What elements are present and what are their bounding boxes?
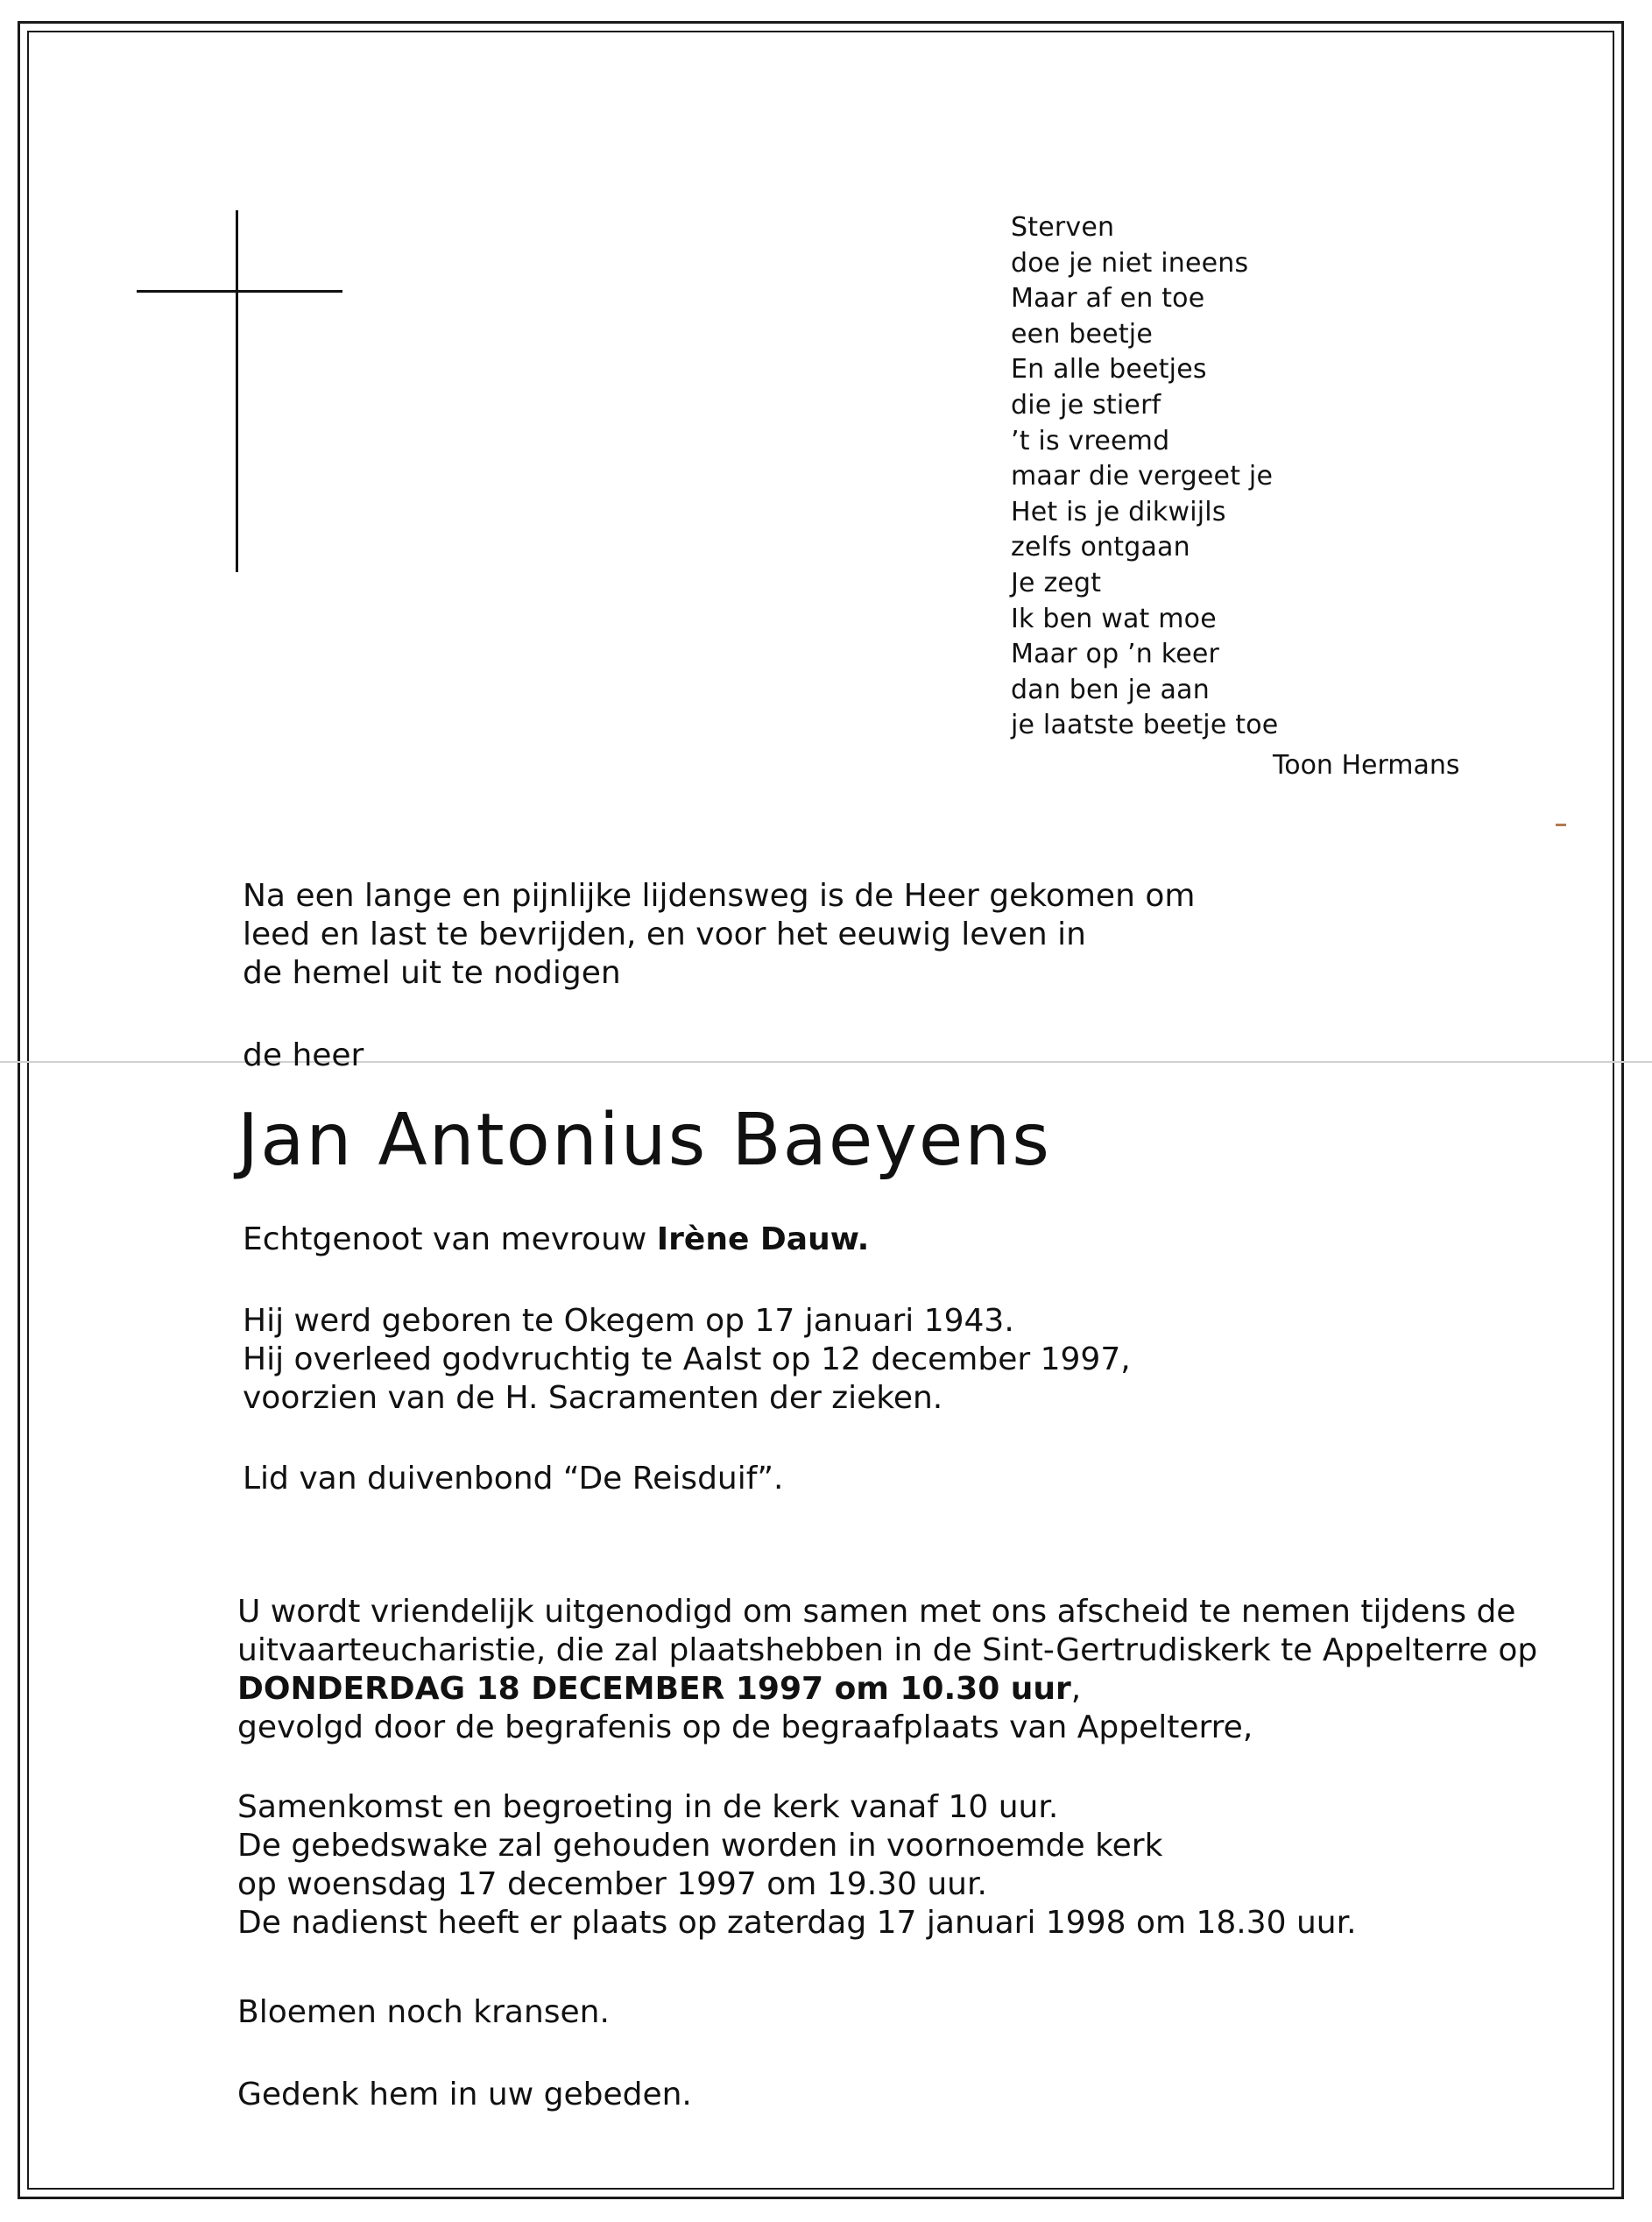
poem-line: een beetje [1011,318,1153,350]
invitation-line: gevolgd door de begrafenis op de begraafplaats van Appelterre, [237,1709,1253,1745]
life-line: Hij overleed godvruchtig te Aalst op 12 december 1997, [243,1341,1131,1377]
spouse-prefix: Echtgenoot van mevrouw [243,1221,657,1257]
intro-line: leed en last te bevrijden, en voor het eeuwig leven in [243,916,1086,952]
poem-line: doe je niet ineens [1011,247,1249,279]
cross-vertical-bar [236,210,238,572]
poem [1011,210,1278,744]
invitation-line: uitvaarteucharistie, die zal plaatshebben in de Sint-Gertrudiskerk te Appelterre op [237,1632,1538,1668]
funeral-date: DONDERDAG 18 DECEMBER 1997 om 10.30 uur [237,1671,1071,1707]
poem-line: je laatste beetje toe [1011,710,1279,741]
poem-line: maar die vergeet je [1011,461,1274,492]
intro-line: Na een lange en pijnlijke lijdensweg is de Heer gekomen om [243,878,1196,914]
poem-line: zelfs ontgaan [1011,532,1190,563]
poem-line: dan ben je aan [1011,674,1210,705]
paper-mark [1556,824,1566,826]
gathering-line: Samenkomst en begroeting in de kerk vanaf 10 uur. [237,1789,1059,1825]
gathering-line: De gebedswake zal gehouden worden in voornoemde kerk [237,1828,1163,1864]
deceased-name: Jan Antonius Baeyens [237,1099,1051,1182]
poem-line: ’t is vreemd [1011,425,1170,456]
date-comma: , [1070,1671,1082,1707]
invitation-paragraph [237,1593,1537,1747]
spouse-line [243,1221,869,1259]
poem-line: Maar op ’n keer [1011,639,1220,670]
membership-line: Lid van duivenbond “De Reisduif”. [243,1461,784,1497]
poem-line: die je stierf [1011,389,1161,421]
life-paragraph [243,1302,1131,1418]
poem-line: Ik ben wat moe [1011,603,1217,634]
spouse-name: Irène Dauw. [656,1221,870,1257]
poem-line: Het is je dikwijls [1011,496,1226,527]
gathering-line: op woensdag 17 december 1997 om 19.30 uur. [237,1866,987,1902]
honorific: de heer [243,1037,364,1073]
poem-line: En alle beetjes [1011,354,1207,386]
invitation-line: U wordt vriendelijk uitgenodigd om samen met ons afscheid te nemen tijdens de [237,1594,1516,1630]
life-line: Hij werd geboren te Okegem op 17 januari 1943. [243,1303,1014,1339]
intro-line: de hemel uit te nodigen [243,955,621,991]
poem-line: Je zegt [1011,567,1102,598]
cross-horizontal-bar [137,290,342,293]
poem-line: Maar af en toe [1011,283,1205,315]
invitation-date-line [237,1670,1537,1709]
poem-author: Toon Hermans [1273,750,1460,781]
intro-paragraph [243,877,1195,993]
poem-line: Sterven [1011,212,1115,243]
life-line: voorzien van de H. Sacramenten der zieken. [243,1380,943,1416]
gathering-paragraph [237,1788,1357,1942]
remember-line: Gedenk hem in uw gebeden. [237,2077,692,2112]
flowers-line: Bloemen noch kransen. [237,1994,610,2030]
gathering-line: De nadienst heeft er plaats op zaterdag 17 januari 1998 om 18.30 uur. [237,1905,1357,1941]
